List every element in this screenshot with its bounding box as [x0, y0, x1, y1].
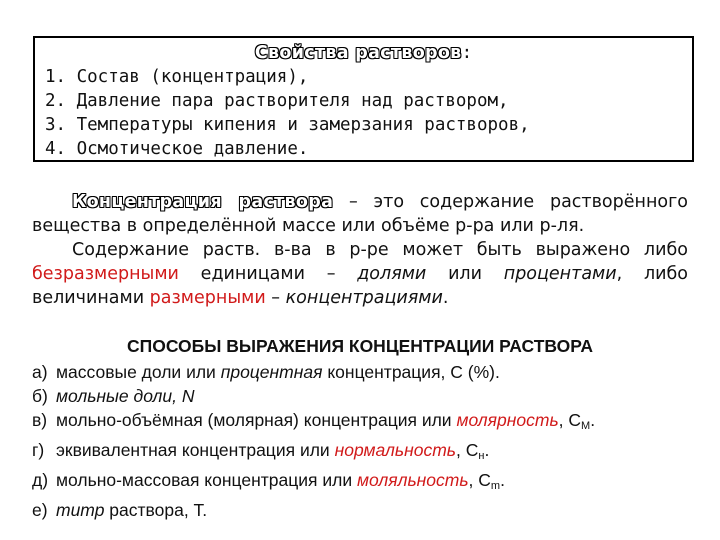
- property-item-1: 1. Состав (концентрация),: [45, 67, 309, 87]
- item-red-term: нормальность: [334, 440, 456, 460]
- item-italic: титр: [56, 500, 105, 520]
- property-item-4: 4. Осмотическое давление.: [45, 139, 309, 159]
- p2-text-1: Содержание раств. в-ва в р-ре может быть выражено либо: [72, 240, 688, 260]
- list-marker: г): [32, 440, 45, 460]
- p2-text-4: , либо величинами: [32, 264, 688, 308]
- item-text: мольно-массовая концентрация или: [56, 470, 358, 490]
- method-item-e: [32, 468, 702, 498]
- concentration-term: Концентрация раствора: [72, 192, 334, 212]
- dimensional-term: размерными: [149, 288, 266, 308]
- p2-text-6: .: [442, 288, 449, 308]
- method-item-c: [32, 408, 702, 438]
- method-item-f: [32, 498, 702, 522]
- concentration-definition: [32, 190, 688, 238]
- item-text: раствора, Т.: [104, 500, 208, 520]
- item-text: эквивалентная концентрация или: [56, 440, 335, 460]
- item-text: , С: [455, 440, 479, 460]
- box-title-suffix: :: [461, 43, 473, 63]
- item-subscript: m: [490, 480, 501, 492]
- item-text: , С: [558, 410, 582, 430]
- concentrations-term: концентрациями: [285, 288, 443, 308]
- fractions-term: долями: [357, 264, 427, 284]
- item-subscript: н: [478, 450, 485, 462]
- item-text: .: [500, 470, 505, 490]
- item-text: массовые доли или: [56, 362, 221, 382]
- section-heading: СПОСОБЫ ВЫРАЖЕНИЯ КОНЦЕНТРАЦИИ РАСТВОРА: [126, 336, 593, 356]
- item-italic: мольные доли, N: [56, 386, 195, 406]
- list-marker: д): [32, 470, 49, 490]
- p2-text-2: единицами –: [178, 264, 358, 284]
- properties-box: [33, 36, 694, 162]
- box-title: [35, 41, 692, 65]
- list-marker: е): [32, 500, 48, 520]
- item-text: .: [484, 440, 490, 460]
- list-marker: в): [32, 410, 48, 430]
- p2-text-3: или: [426, 264, 504, 284]
- item-red-term: моляльность: [357, 470, 469, 490]
- item-text: мольно-объёмная (молярная) концентрация или: [56, 410, 457, 430]
- method-item-a: [32, 360, 702, 384]
- method-item-b: [32, 384, 702, 408]
- dimensionless-term: безразмерными: [32, 264, 179, 284]
- item-italic: процентная: [220, 362, 323, 382]
- p2-text-5: –: [265, 288, 286, 308]
- definition-text: – это содержание растворённого вещества в определённой массе или объёме р-ра или р-ля.: [32, 192, 688, 236]
- list-marker: а): [32, 362, 48, 382]
- item-subscript: М: [581, 420, 591, 432]
- box-title-text: Свойства растворов: [254, 43, 462, 63]
- methods-list: [32, 360, 702, 522]
- property-item-3: 3. Температуры кипения и замерзания растворов,: [45, 115, 530, 135]
- item-text: .: [590, 410, 596, 430]
- item-red-term: молярность: [456, 410, 559, 430]
- list-marker: б): [32, 386, 48, 406]
- item-text: концентрация, С (%).: [322, 362, 500, 382]
- property-item-2: 2. Давление пара растворителя над раствором,: [45, 91, 509, 111]
- expression-paragraph: [32, 238, 688, 310]
- item-text: , С: [468, 470, 491, 490]
- method-item-d: [32, 438, 702, 468]
- percents-term: процентами: [503, 264, 617, 284]
